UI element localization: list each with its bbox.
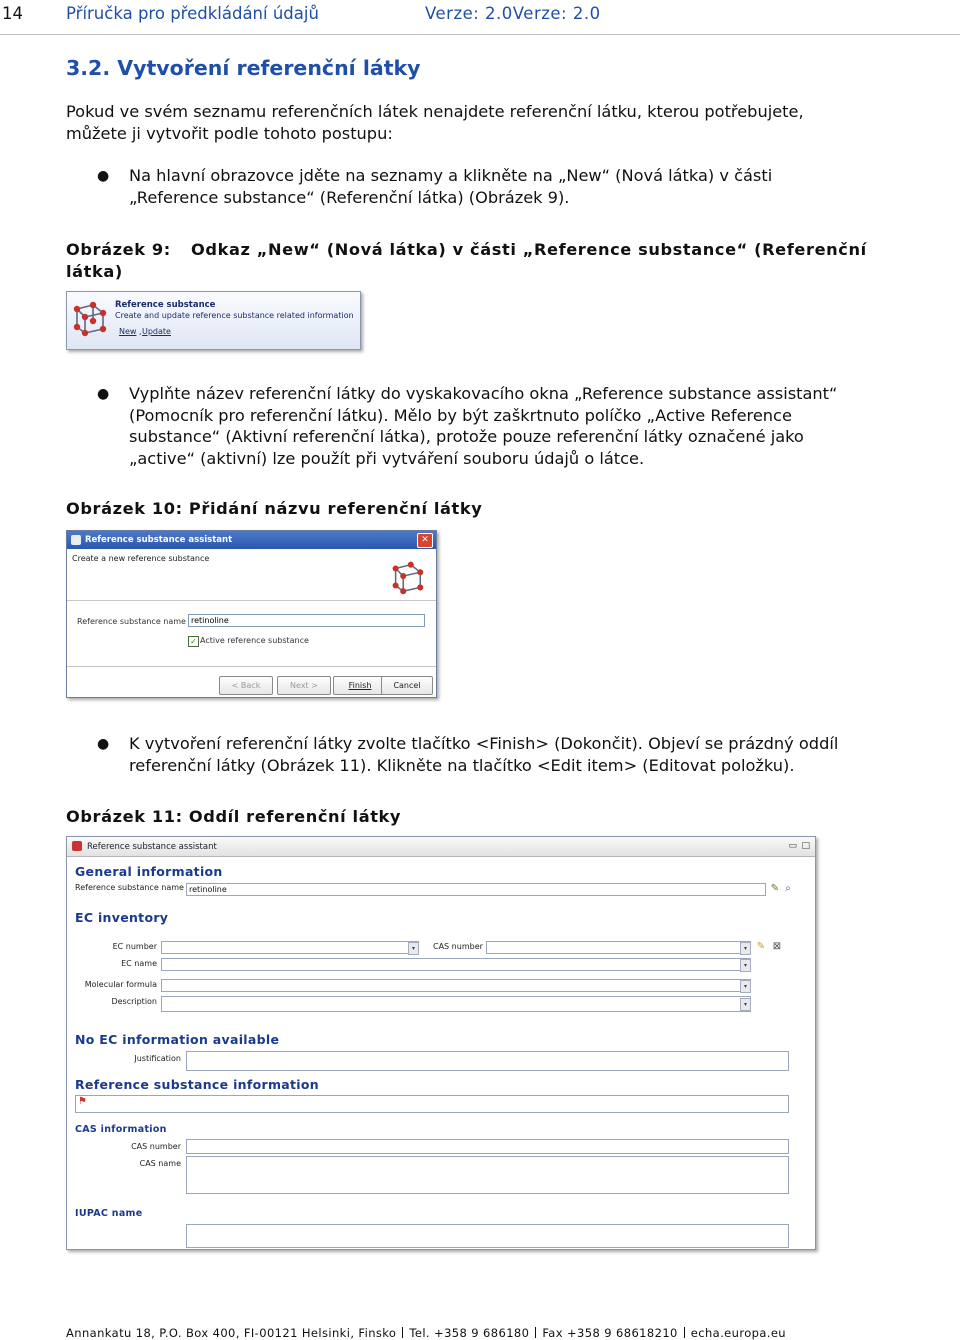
justification-field[interactable] xyxy=(186,1051,789,1071)
panel-title: Reference substance xyxy=(115,300,216,310)
figure-caption-9 xyxy=(66,240,867,259)
edit-icon[interactable]: ✎ xyxy=(770,883,780,894)
dropdown-icon[interactable]: ▾ xyxy=(740,959,751,972)
flag-icon[interactable]: ⚑ xyxy=(78,1096,87,1107)
caption-text: Odkaz „New“ (Nová látka) v části „Reference substance“ (Referenční xyxy=(191,240,867,259)
finish-button[interactable]: Finish xyxy=(333,676,387,695)
cas-number-field[interactable] xyxy=(486,941,751,954)
reference-substance-name-field[interactable]: retinoline xyxy=(186,883,766,896)
bullet-dot: ● xyxy=(97,168,110,184)
cas-information-heading: CAS information xyxy=(75,1124,167,1135)
dropdown-icon[interactable]: ▾ xyxy=(740,980,751,993)
cas-name-label: CAS name xyxy=(139,1159,181,1168)
pencil-icon[interactable]: ✎ xyxy=(756,941,766,952)
bullet-line: substance“ (Aktivní referenční látka), protože pouze referenční látky označené jako xyxy=(129,427,804,447)
ec-number-field[interactable] xyxy=(161,941,419,954)
general-information-heading: General information xyxy=(75,864,223,879)
iupac-name-heading: IUPAC name xyxy=(75,1208,143,1219)
active-reference-substance-checkbox[interactable]: ✓ xyxy=(188,636,199,647)
divider xyxy=(67,666,436,667)
molecule-icon xyxy=(389,559,425,595)
figure-caption-10 xyxy=(66,499,482,518)
dropdown-icon[interactable]: ▾ xyxy=(740,942,751,955)
link-separator: , xyxy=(139,327,142,336)
figure-9-panel xyxy=(66,291,361,350)
bullet-dot: ● xyxy=(97,386,110,402)
panel-subtitle: Create and update reference substance related information xyxy=(115,311,354,320)
footer-separator xyxy=(535,1327,536,1338)
molecular-formula-label: Molecular formula xyxy=(84,980,157,989)
intro-line: můžete ji vytvořit podle tohoto postupu: xyxy=(66,123,393,143)
back-button[interactable]: < Back xyxy=(219,676,273,695)
bullet-line: Na hlavní obrazovce jděte na seznamy a klikněte na „New“ (Nová látka) v části xyxy=(129,166,773,185)
ec-name-label: EC name xyxy=(121,959,157,968)
description-label: Description xyxy=(111,997,157,1006)
bullet-line: K vytvoření referenční látky zvolte tlačítko <Finish> (Dokončit). Objeví se prázdný oddíl xyxy=(129,734,839,753)
reference-substance-section xyxy=(66,836,816,1250)
caption-text: Oddíl referenční látky xyxy=(188,807,402,826)
ec-number-label: EC number xyxy=(112,942,157,951)
document-title: Příručka pro předkládání údajů xyxy=(66,4,319,23)
window-icon xyxy=(71,535,81,545)
bullet-line: Vyplňte název referenční látky do vyskakovacího okna „Reference substance assistant“ xyxy=(129,384,838,403)
bullet-line: „active“ (aktivní) lze použít při vytváření souboru údajů o látce. xyxy=(129,448,645,468)
name-label: Reference substance name xyxy=(75,883,184,892)
header-divider xyxy=(0,34,960,35)
bullet-text xyxy=(129,165,929,208)
reference-substance-information-heading: Reference substance information xyxy=(75,1077,319,1092)
bullet-text xyxy=(129,383,929,469)
footer-fax: Fax +358 9 68618210 xyxy=(542,1326,678,1340)
cas-name-field[interactable] xyxy=(186,1156,789,1194)
footer-separator xyxy=(684,1327,685,1338)
cas-number-label: CAS number xyxy=(131,1142,181,1151)
reference-substance-name-input[interactable]: retinoline xyxy=(188,614,425,627)
footer-web: echa.europa.eu xyxy=(690,1326,786,1340)
section-heading: 3.2. Vytvoření referenční látky xyxy=(66,56,421,80)
iupac-name-field[interactable] xyxy=(186,1224,789,1248)
molecule-icon xyxy=(71,299,107,337)
dialog-title: Reference substance assistant xyxy=(85,535,233,545)
page-footer xyxy=(66,1326,786,1340)
document-version: Verze: 2.0Verze: 2.0 xyxy=(425,4,601,23)
intro-line: Pokud ve svém seznamu referenčních látek nenajdete referenční látku, kterou potřebujete, xyxy=(66,102,804,121)
caption-label: Obrázek 11: xyxy=(66,807,183,826)
name-label: Reference substance name xyxy=(77,617,186,626)
bullet-line: „Reference substance“ (Referenční látka) (Obrázek 9). xyxy=(129,187,570,207)
search-icon[interactable]: ⌕ xyxy=(785,883,791,894)
next-button[interactable]: Next > xyxy=(277,676,331,695)
figure-caption-11 xyxy=(66,807,401,826)
page-number: 14 xyxy=(2,4,23,23)
bullet-text xyxy=(129,733,919,776)
footer-separator xyxy=(402,1327,403,1338)
dropdown-icon[interactable]: ▾ xyxy=(408,942,419,955)
description-field[interactable] xyxy=(161,996,751,1012)
tab-icon xyxy=(72,841,82,851)
cancel-button[interactable]: Cancel xyxy=(381,676,433,695)
ec-inventory-heading: EC inventory xyxy=(75,910,169,925)
no-ec-information-heading: No EC information available xyxy=(75,1032,280,1047)
dialog-titlebar xyxy=(67,531,436,549)
caption-label: Obrázek 10: xyxy=(66,499,183,518)
clear-icon[interactable]: ⊠ xyxy=(772,941,782,952)
reference-substance-assistant-dialog xyxy=(66,530,437,698)
close-icon[interactable]: ✕ xyxy=(417,533,433,548)
bullet-line: (Pomocník pro referenční látku). Mělo by být zaškrtnuto políčko „Active Reference xyxy=(129,405,792,425)
new-link[interactable]: New xyxy=(119,327,137,336)
caption-text: Přidání názvu referenční látky xyxy=(188,499,483,518)
molecular-formula-field[interactable] xyxy=(161,979,751,992)
caption-text-cont: látka) xyxy=(66,262,123,281)
justification-label: Justification xyxy=(134,1054,181,1063)
maximize-icon[interactable]: □ xyxy=(801,841,810,851)
reference-substance-information-field[interactable] xyxy=(75,1095,789,1113)
footer-address: Annankatu 18, P.O. Box 400, FI-00121 Helsinki, Finsko xyxy=(66,1326,397,1340)
cas-number-label: CAS number xyxy=(433,942,483,951)
cas-number-field[interactable] xyxy=(186,1139,789,1154)
update-link[interactable]: Update xyxy=(142,327,171,336)
section-tab xyxy=(67,837,815,857)
ec-name-field[interactable] xyxy=(161,958,751,971)
bullet-line: referenční látky (Obrázek 11). Klikněte na tlačítko <Edit item> (Editovat položku). xyxy=(129,755,795,775)
intro-paragraph xyxy=(66,101,936,144)
footer-tel: Tel. +358 9 686180 xyxy=(409,1326,530,1340)
caption-label: Obrázek 9: xyxy=(66,240,171,259)
bullet-dot: ● xyxy=(97,736,110,752)
tab-title: Reference substance assistant xyxy=(87,842,217,852)
dialog-subtitle: Create a new reference substance xyxy=(72,554,210,563)
dropdown-icon[interactable]: ▾ xyxy=(740,998,751,1011)
divider xyxy=(67,600,436,601)
checkbox-label: Active reference substance xyxy=(200,636,309,645)
minimize-icon[interactable]: ▭ xyxy=(788,841,797,851)
